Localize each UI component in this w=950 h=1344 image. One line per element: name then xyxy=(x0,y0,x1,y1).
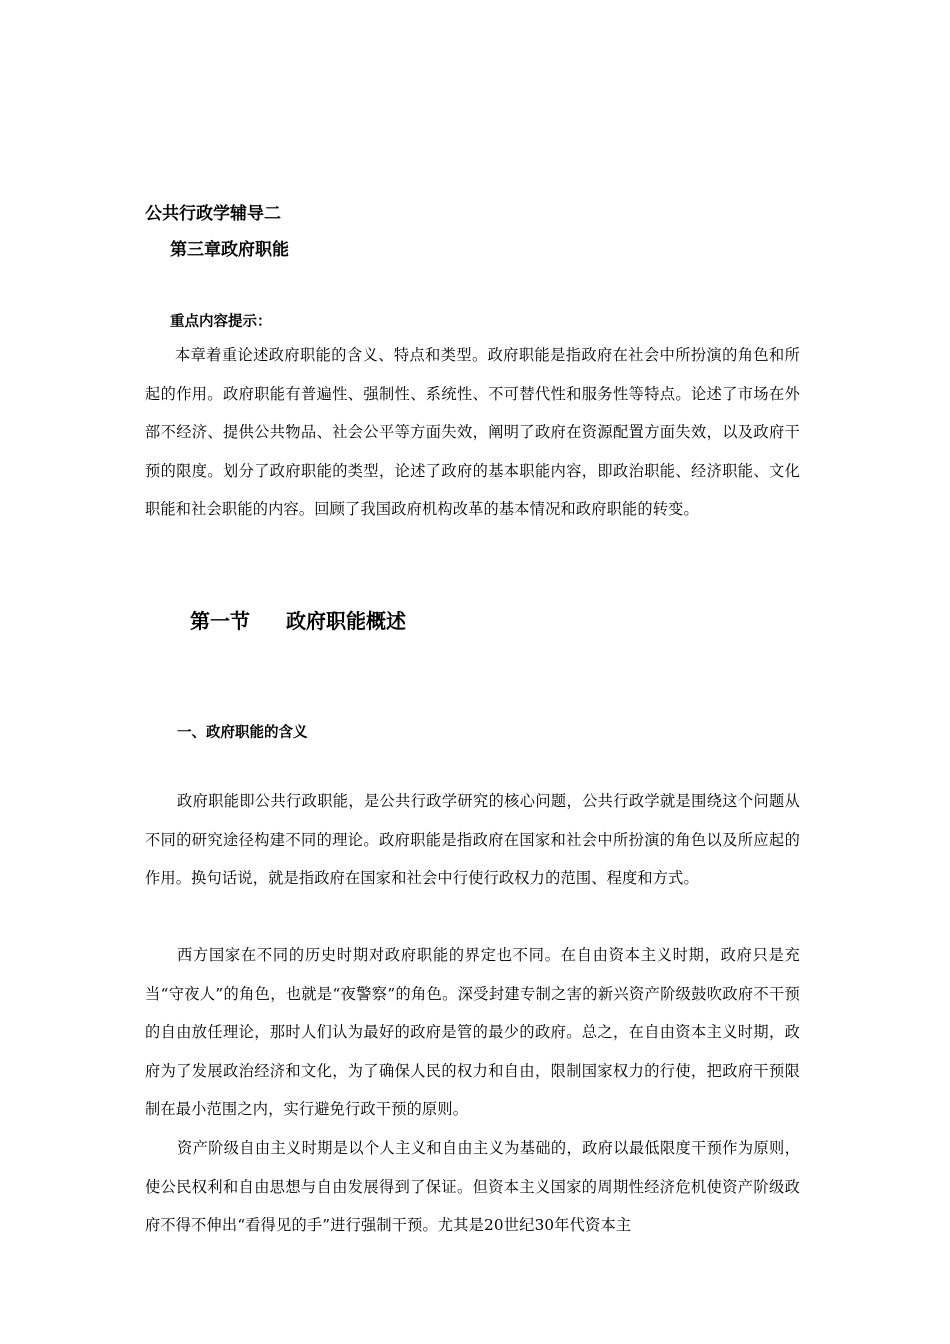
section-number: 第一节 xyxy=(190,609,250,633)
section-title: 政府职能概述 xyxy=(286,609,406,633)
chapter-summary: 本章着重论述政府职能的含义、特点和类型。政府职能是指政府在社会中所扮演的角色和所起的作用。政府职能有普遍性、强制性、系统性、不可替代性和服务性等特点。论述了市场在外部不经济、提供公共物品、社会公平等方面失效，阐明了政府在资源配置方面失效，以及政府干预的限度。划分了政府职能的类型，论述了政府的基本职能内容，即政治职能、经济职能、文化职能和社会职能的内容。回顾了我国政府机构改革的基本情况和政府职能的转变。 xyxy=(145,346,800,519)
key-points-heading: 重点内容提示： xyxy=(170,314,272,330)
body-paragraph: 西方国家在不同的历史时期对政府职能的界定也不同。在自由资本主义时期，政府只是充当“守夜人”的角色，也就是“夜警察”的角色。深受封建专制之害的新兴资产阶级鼓吹政府不干预的自由放任理论，那时人们认为最好的政府是管的最少的政府。总之，在自由资本主义时期，政府为了发展政治经济和文化，为了确保人民的权力和自由，限制国家权力的行使，把政府干预限制在最小范围之内，实行避免行政干预的原则。 xyxy=(145,946,800,1119)
body-paragraph: 政府职能即公共行政职能，是公共行政学研究的核心问题，公共行政学就是围绕这个问题从不同的研究途径构建不同的理论。政府职能是指政府在国家和社会中所扮演的角色以及所应起的作用。换句话说，就是指政府在国家和社会中行使行政权力的范围、程度和方式。 xyxy=(145,792,800,888)
section-heading xyxy=(190,605,406,634)
document-title: 公共行政学辅导二 xyxy=(145,204,281,224)
body-paragraph: 资产阶级自由主义时期是以个人主义和自由主义为基础的，政府以最低限度干预作为原则，使公民权利和自由思想与自由发展得到了保证。但资本主义国家的周期性经济危机使资产阶级政府不得不伸出“看得见的手”进行强制干预。尤其是20世纪30年代资本主 xyxy=(145,1139,800,1235)
subsection-heading: 一、政府职能的含义 xyxy=(177,725,308,741)
chapter-title: 第三章政府职能 xyxy=(170,240,289,260)
